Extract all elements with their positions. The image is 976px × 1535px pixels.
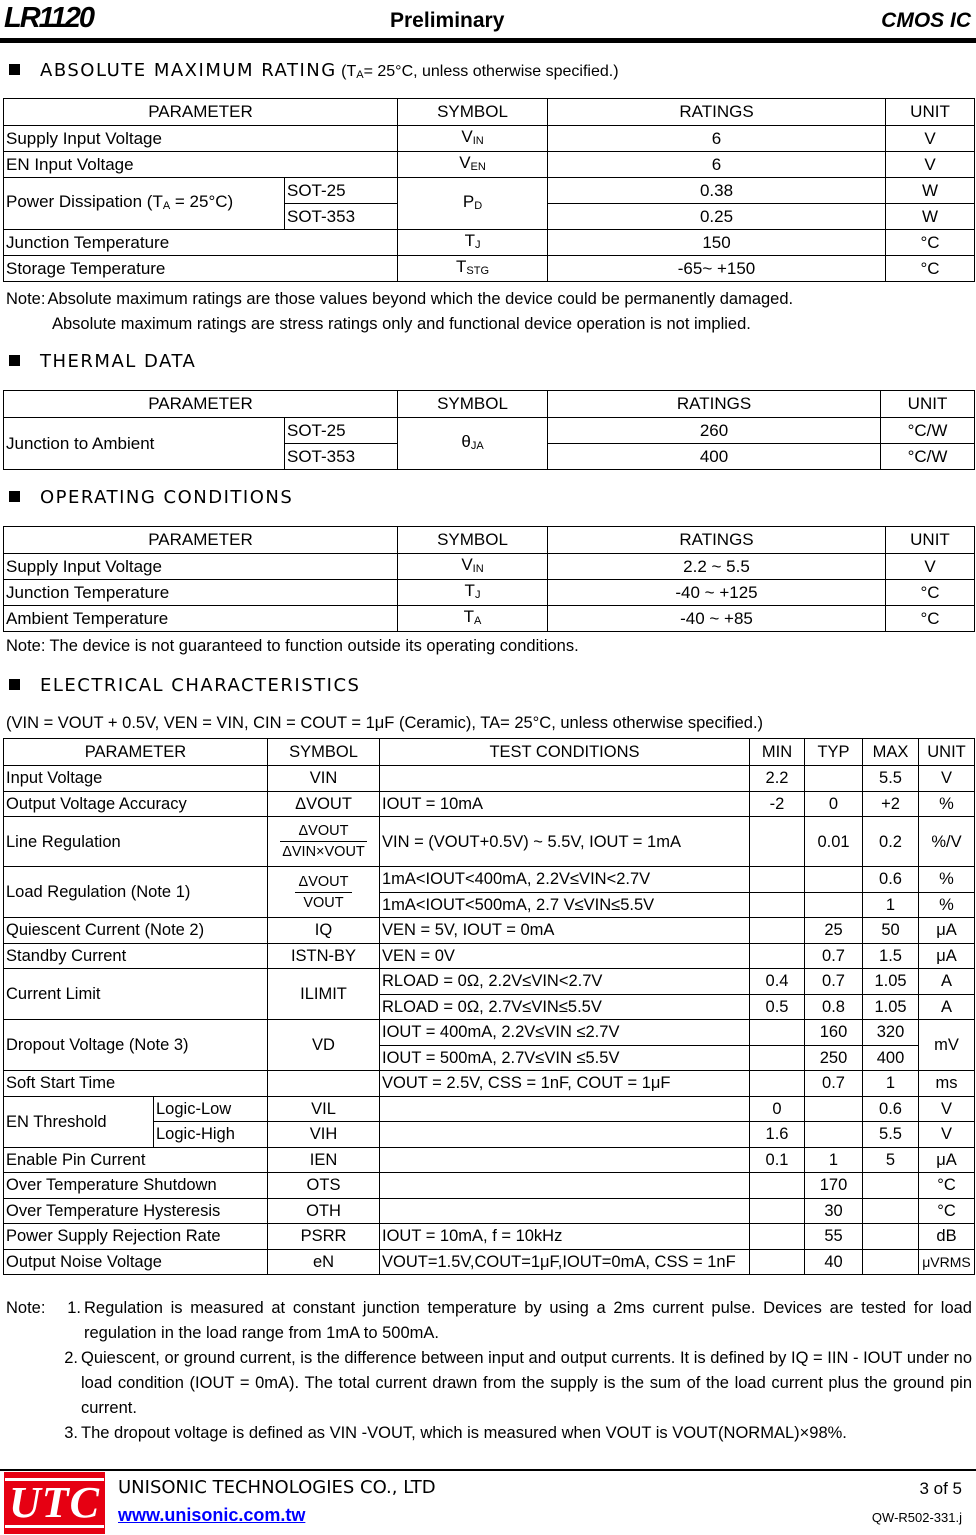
table-row: Power Dissipation $(T_A = 25^\circ C)$ SOT-25 $P_D$ 0.38 W [4, 178, 975, 204]
table-row: Dropout Voltage (Note 3) VD IOUT = 400mA, 2.2V≤VIN ≤2.7V 160 320 mV [4, 1020, 975, 1046]
table-row: Current Limit ILIMIT RLOAD = 0Ω, 2.2V≤VIN<2.7V 0.4 0.7 1.05 A [4, 969, 975, 995]
bullet-square-icon [9, 64, 20, 75]
section-title-thermal: THERMAL DATA [9, 351, 196, 372]
operating-note: Note: The device is not guaranteed to function outside its operating conditions. [6, 637, 579, 655]
table-row: Junction Temperature $T_J$ -40 ~ +125 °C [4, 580, 975, 606]
table-header-row: PARAMETER SYMBOL RATINGS UNIT [4, 391, 975, 418]
table-row: Storage Temperature $T_{STG}$ -65~ +150 °C [4, 256, 975, 282]
table-header-row: PARAMETER SYMBOL RATINGS UNIT [4, 527, 975, 554]
electrical-conditions: (VIN = VOUT + 0.5V, VEN = VIN, CIN = COUT = 1μF (Ceramic), TA= 25°C, unless otherwise specified.) [6, 714, 764, 732]
table-row: Junction Temperature $T_J$ 150 °C [4, 230, 975, 256]
abs-max-note: Note: Absolute maximum ratings are those values beyond which the device could be permanently damaged. Absolute maximum ratings are stress ratings only and functional device operation is not implied. [6, 290, 794, 333]
company-name: UNISONIC TECHNOLOGIES CO., LTD [118, 1477, 436, 1498]
note-item: 2. Quiescent, or ground current, is the difference between input and output currents. It is defined by IQ = IIN - IOUT under no load condition (IOUT = 0mA). The total current drawn from the supply is the sum of the load current plus the ground pin current. [64, 1349, 972, 1417]
bullet-square-icon [9, 679, 20, 690]
table-row: Standby Current ISTN-BY VEN = 0V 0.7 1.5 μA [4, 943, 975, 969]
table-row: Quiescent Current (Note 2) IQ VEN = 5V, IOUT = 0mA 25 50 μA [4, 918, 975, 944]
table-header-row: PARAMETER SYMBOL TEST CONDITIONS MIN TYP MAX UNIT [4, 739, 975, 766]
electrical-notes [6, 1296, 972, 1446]
footer-rule [0, 1469, 976, 1471]
utc-logo: UTC [4, 1472, 105, 1534]
table-row: SOT-353 0.25 W [4, 204, 975, 230]
website-link[interactable]: www.unisonic.com.tw [118, 1505, 306, 1525]
abs-max-table [3, 98, 975, 282]
table-row: Over Temperature Shutdown OTS 170 °C [4, 1173, 975, 1199]
table-row: Output Noise Voltage eN VOUT=1.5V,COUT=1μF,IOUT=0mA, CSS = 1nF 40 μVRMS [4, 1249, 975, 1275]
table-row: Junction to Ambient SOT-25 $\theta_{JA}$ 260 °C/W [4, 418, 975, 444]
table-row: IOUT = 500mA, 2.7V≤VIN ≤5.5V 250 400 [4, 1045, 975, 1071]
table-row: Power Supply Rejection Rate PSRR IOUT = 10mA, f = 10kHz 55 dB [4, 1224, 975, 1250]
part-number: LR1120 [4, 2, 94, 34]
table-row: Input Voltage VIN 2.2 5.5 V [4, 766, 975, 792]
table-row: EN Threshold Logic-Low VIL 0 0.6 V [4, 1096, 975, 1122]
technology-label: CMOS IC [881, 9, 971, 32]
table-row: Output Voltage Accuracy ΔVOUT IOUT = 10mA -2 0 +2 % [4, 791, 975, 817]
document-status: Preliminary [390, 9, 505, 32]
table-row: Soft Start Time VOUT = 2.5V, CSS = 1nF, COUT = 1μF 0.7 1 ms [4, 1071, 975, 1097]
thermal-table [3, 390, 975, 470]
header-rule [0, 38, 976, 43]
table-row: RLOAD = 0Ω, 2.7V≤VIN≤5.5V 0.5 0.8 1.05 A [4, 994, 975, 1020]
document-number: QW-R502-331.j [871, 1510, 962, 1525]
note-item: 3. The dropout voltage is defined as VIN -VOUT, which is measured when VOUT is VOUT(NORMAL)×98%. [64, 1424, 847, 1442]
table-row: Ambient Temperature $T_A$ -40 ~ +85 °C [4, 606, 975, 632]
table-row: Enable Pin Current IEN 0.1 1 5 μA [4, 1147, 975, 1173]
table-row: Line Regulation $\frac{\text{ΔVOUT}}{\text{ΔVIN×VOUT}}$ VIN = (VOUT+0.5V) ~ 5.5V, IOUT = 1mA 0.01 0.2 %/V [4, 817, 975, 867]
table-row: Load Regulation (Note 1) $\frac{\text{ΔVOUT}}{\text{VOUT}}$ 1mA<IOUT<400mA, 2.2V≤VIN<2.7V 0.6 % [4, 867, 975, 893]
page-header [0, 0, 976, 40]
note-item: Note: 1. Regulation is measured at constant junction temperature by using a 2ms current pulse. Devices are tested for load regulation in the load range from 1mA to 500mA. [6, 1299, 972, 1342]
table-row: SOT-353 400 °C/W [4, 444, 975, 470]
table-row: Logic-High VIH 1.6 5.5 V [4, 1122, 975, 1148]
table-row: Over Temperature Hysteresis OTH 30 °C [4, 1198, 975, 1224]
page-number: 3 of 5 [919, 1479, 962, 1498]
table-row: Supply Input Voltage $V_{IN}$ 6 V [4, 126, 975, 152]
electrical-table [3, 738, 975, 1275]
table-header-row: PARAMETER SYMBOL RATINGS UNIT [4, 99, 975, 126]
section-title-electrical: ELECTRICAL CHARACTERISTICS [9, 675, 360, 696]
section-title-abs-max: ABSOLUTE MAXIMUM RATING ($T_A= 25^\circ C$, unless otherwise specified.) [9, 60, 619, 81]
table-row: 1mA<IOUT<500mA, 2.7 V≤VIN≤5.5V 1 % [4, 892, 975, 918]
operating-table [3, 526, 975, 632]
bullet-square-icon [9, 355, 20, 366]
table-row: Supply Input Voltage $V_{IN}$ 2.2 ~ 5.5 V [4, 554, 975, 580]
bullet-square-icon [9, 491, 20, 502]
table-row: EN Input Voltage $V_{EN}$ 6 V [4, 152, 975, 178]
section-title-operating: OPERATING CONDITIONS [9, 487, 293, 508]
